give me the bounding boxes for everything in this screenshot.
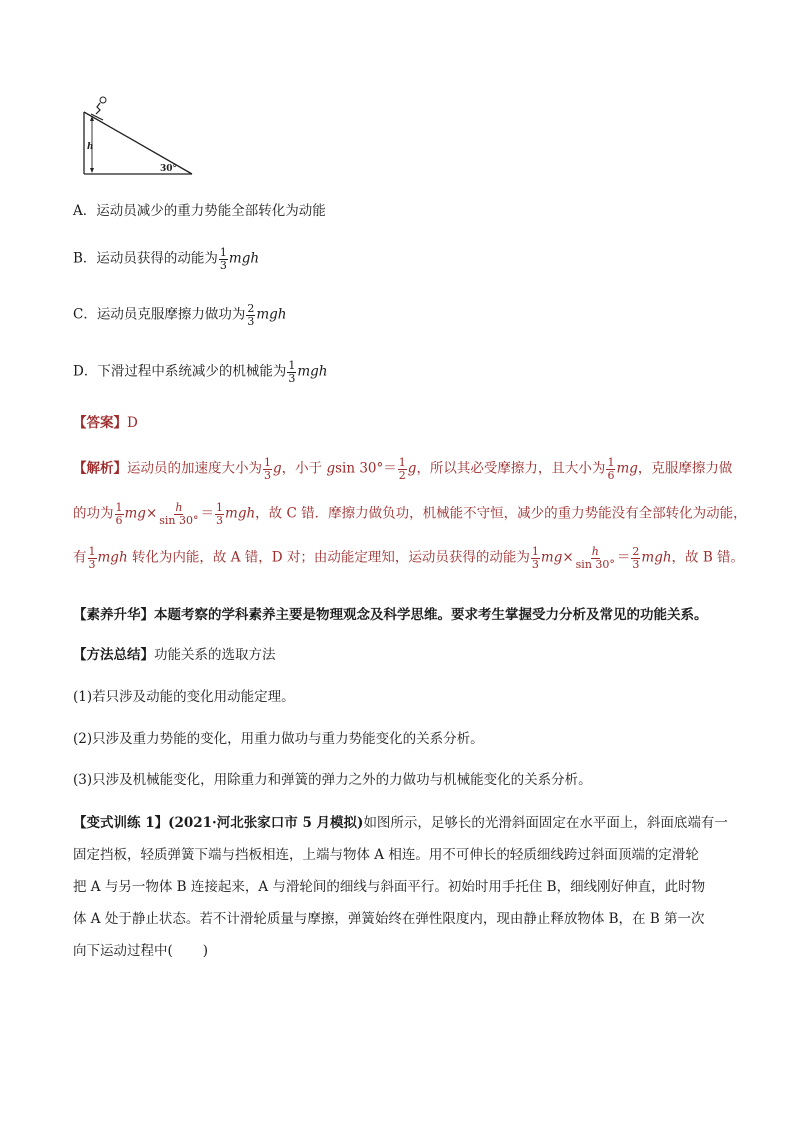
fraction: $\frac{1}{3}$ <box>288 359 296 385</box>
answer-value: D <box>127 415 138 431</box>
option-b-text: B．运动员获得的动能为 <box>73 250 218 267</box>
fraction: $\frac{2}{3}$ <box>247 302 255 328</box>
skier-icon <box>91 97 106 120</box>
option-d-text: D．下滑过程中系统减少的机械能为 <box>73 363 287 380</box>
formula: mgh <box>297 363 328 380</box>
literacy-text: 本题考察的学科素养主要是物理观念及科学思维。要求考生掌握受力分析及常见的功能关系。 <box>154 607 708 623</box>
method-title-line <box>73 649 276 663</box>
option-a-text: A．运动员减少的重力势能全部转化为动能 <box>73 203 326 219</box>
option-c <box>73 303 286 327</box>
variant-line-2: 固定挡板，轻质弹簧下端与挡板相连，上端与物体 A 相连。用不可伸长的轻质细线跨过斜面顶端的定滑轮 <box>73 847 699 863</box>
formula: mgh <box>228 250 260 267</box>
analysis-tag: 【解析】 <box>73 460 127 477</box>
method-title: 功能关系的选取方法 <box>154 647 276 663</box>
variant-line-5: 向下运动过程中( ) <box>73 943 209 959</box>
method-tag: 【方法总结】 <box>73 647 154 663</box>
fraction: $\frac{1}{3}$ <box>219 246 227 272</box>
literacy-tag: 【素养升华】 <box>73 607 154 623</box>
answer-line <box>73 417 138 431</box>
option-b <box>73 247 259 271</box>
formula: mgh <box>256 306 287 323</box>
answer-tag: 【答案】 <box>73 415 127 431</box>
incline-figure <box>78 92 198 178</box>
method-item-2: (2)只涉及重力势能的变化，用重力做功与重力势能变化的关系分析。 <box>73 731 484 747</box>
angle-label: 30° <box>160 164 178 174</box>
method-item-1: (1)若只涉及动能的变化用动能定理。 <box>73 689 295 705</box>
analysis-line-1: 【解析】运动员的加速度大小为 $\frac{1}{3}$ g，小于 gsin 30°＝ $\frac{1}{2}$ g，所以其必受摩擦力，且大小为 $\frac{1}{6}$ mg，克服摩擦力做 <box>73 456 733 482</box>
height-arrow-down <box>90 168 94 173</box>
option-c-text: C．运动员克服摩擦力做功为 <box>73 306 246 323</box>
variant-line-1: 【变式训练 1】(2021·河北张家口市 5 月模拟)如图所示，足够长的光滑斜面固定在水平面上，斜面底端有一 <box>73 815 728 831</box>
analysis-line-2: 的功为 $\frac{1}{6}$ mg× $\frac{h}{\sin 30^\circ}$ ＝ $\frac{1}{3}$ mgh，故 C 错．摩擦力做负功，机械能不守恒，减少的重力势能没有全部转化为动能， <box>73 501 747 527</box>
option-a <box>73 205 326 219</box>
option-d <box>73 360 327 384</box>
method-item-3: (3)只涉及机械能变化，用除重力和弹簧的弹力之外的力做功与机械能变化的关系分析。 <box>73 772 592 788</box>
literacy-line <box>73 609 708 623</box>
analysis-line-3: 有 $\frac{1}{3}$ mgh 转化为内能，故 A 错，D 对；由动能定理知，运动员获得的动能为 $\frac{1}{3}$ mg× $\frac{h}{\sin 30^\circ}$ ＝ $\frac{2}{3}$ mgh，故 B 错。 <box>73 545 745 571</box>
variant-line-4: 体 A 处于静止状态。若不计滑轮质量与摩擦，弹簧始终在弹性限度内，现由静止释放物体 B，在 B 第一次 <box>73 911 705 927</box>
height-label: h <box>87 142 94 152</box>
variant-line-3: 把 A 与另一物体 B 连接起来，A 与滑轮间的细线与斜面平行。初始时用手托住 B，细线刚好伸直，此时物 <box>73 879 706 895</box>
variant-tag: 【变式训练 1】(2021·河北张家口市 5 月模拟) <box>73 815 364 831</box>
